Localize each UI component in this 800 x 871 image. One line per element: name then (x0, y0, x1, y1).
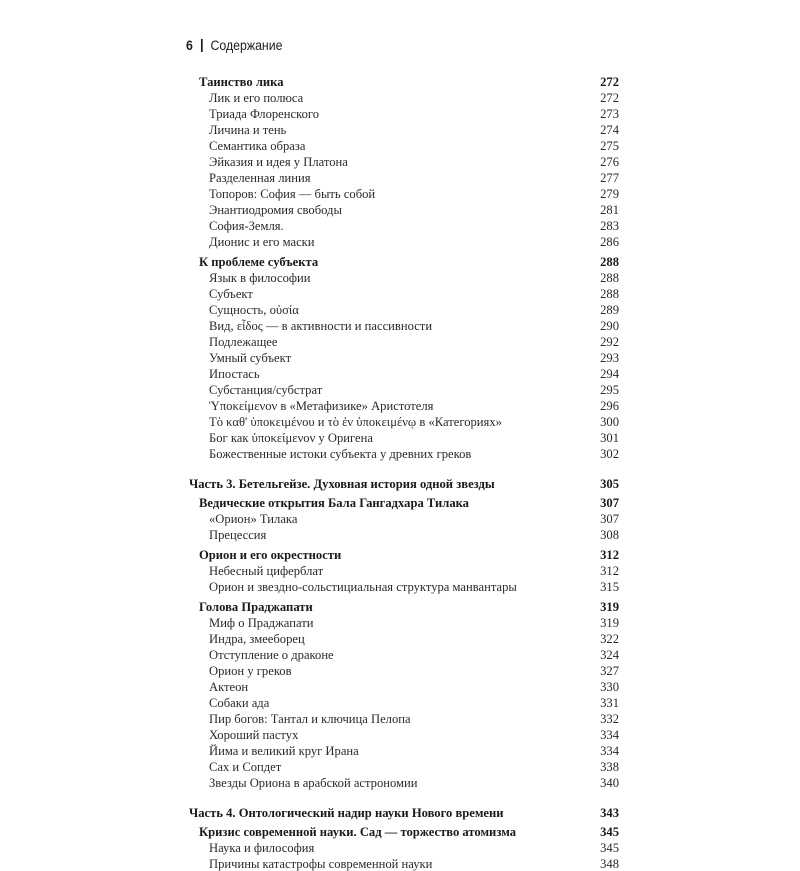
entry-page: 315 (600, 580, 619, 594)
dot-leader (317, 839, 597, 852)
entry-page: 327 (600, 664, 619, 678)
dot-leader (414, 710, 598, 723)
toc-subsection[interactable] (189, 678, 619, 694)
toc-subsection[interactable] (189, 137, 619, 153)
dot-leader (256, 285, 597, 298)
toc-subsection[interactable] (189, 285, 619, 301)
toc-section[interactable] (189, 823, 619, 839)
entry-title: Отступление о драконе (209, 648, 334, 662)
entry-page: 296 (600, 399, 619, 413)
dot-leader (308, 137, 597, 150)
dot-leader (326, 562, 597, 575)
toc-subsection[interactable] (189, 397, 619, 413)
dot-leader (269, 526, 597, 539)
entry-page: 302 (600, 447, 619, 461)
table-of-contents (189, 73, 619, 871)
entry-title: Орион и звездно-сольстициальная структура манвантары (209, 580, 517, 594)
entry-page: 290 (600, 319, 619, 333)
entry-title: Собаки ада (209, 696, 270, 710)
entry-page: 330 (600, 680, 619, 694)
dot-leader (337, 646, 597, 659)
dot-leader (344, 546, 597, 559)
toc-section[interactable] (189, 546, 619, 562)
dot-leader (378, 185, 597, 198)
dot-leader (520, 578, 597, 591)
entry-title: Ведические открытия Бала Гангадхара Тилака (199, 496, 469, 510)
dot-leader (435, 317, 597, 330)
entry-page: 345 (600, 841, 619, 855)
entry-title: Голова Праджапати (199, 600, 313, 614)
toc-subsection[interactable] (189, 121, 619, 137)
entry-title: Орион и его окрестности (199, 548, 342, 562)
entry-title: «Орион» Тилака (209, 512, 298, 526)
entry-title: Хороший пастух (209, 728, 299, 742)
toc-subsection[interactable] (189, 726, 619, 742)
entry-page: 343 (600, 806, 619, 820)
entry-title: Часть 4. Онтологический надир науки Нового времени (189, 806, 504, 820)
entry-page: 307 (600, 512, 619, 526)
toc-subsection[interactable] (189, 381, 619, 397)
toc-subsection[interactable] (189, 89, 619, 105)
entry-title: Разделенная линия (209, 171, 311, 185)
entry-page: 319 (600, 600, 619, 614)
entry-title: Сущность, οὐσία (209, 303, 299, 317)
dot-leader (272, 694, 597, 707)
dot-leader (294, 349, 597, 362)
dot-leader (301, 726, 597, 739)
page-number: 6 (186, 37, 193, 53)
entry-page: 288 (600, 271, 619, 285)
entry-title: Триада Флоренского (209, 107, 320, 121)
entry-title: Орион у греков (209, 664, 292, 678)
dot-leader (251, 678, 597, 691)
entry-page: 288 (600, 287, 619, 301)
dot-leader (300, 510, 597, 523)
entry-title: Часть 3. Бетельгейзе. Духовная история одной звезды (189, 477, 495, 491)
toc-section[interactable] (189, 494, 619, 510)
dot-leader (295, 662, 598, 675)
toc-subsection[interactable] (189, 317, 619, 333)
entry-page: 279 (600, 187, 619, 201)
entry-page: 300 (600, 415, 619, 429)
toc-subsection[interactable] (189, 710, 619, 726)
dot-leader (287, 73, 598, 86)
toc-part[interactable] (189, 475, 619, 491)
entry-title: Йима и великий круг Ирана (209, 744, 359, 758)
entry-page: 345 (600, 825, 619, 839)
toc-subsection[interactable] (189, 855, 619, 871)
entry-page: 332 (600, 712, 619, 726)
toc-subsection[interactable] (189, 169, 619, 185)
toc-subsection[interactable] (189, 578, 619, 594)
entry-page: 324 (600, 648, 619, 662)
toc-subsection[interactable] (189, 153, 619, 169)
entry-title: Язык в философии (209, 271, 311, 285)
toc-subsection[interactable] (189, 562, 619, 578)
entry-page: 312 (600, 564, 619, 578)
entry-page: 272 (600, 75, 619, 89)
entry-title: Субъект (209, 287, 253, 301)
dot-leader (322, 105, 597, 118)
entry-page: 312 (600, 548, 619, 562)
dot-leader (314, 169, 598, 182)
entry-title: Субстанция/субстрат (209, 383, 323, 397)
entry-title: Ипостась (209, 367, 260, 381)
header-divider (201, 39, 203, 52)
toc-subsection[interactable] (189, 333, 619, 349)
entry-title: Лик и его полюса (209, 91, 304, 105)
toc-subsection[interactable] (189, 269, 619, 285)
entry-page: 276 (600, 155, 619, 169)
dot-leader (321, 253, 597, 266)
toc-subsection[interactable] (189, 758, 619, 774)
entry-page: 334 (600, 744, 619, 758)
entry-title: Наука и философия (209, 841, 315, 855)
entry-title: Τὸ καθ' ὑποκειμένου и τὸ ἐν ὑποκειμένῳ в «Категориях» (209, 415, 502, 429)
toc-section[interactable] (189, 598, 619, 614)
entry-page: 273 (600, 107, 619, 121)
entry-page: 292 (600, 335, 619, 349)
toc-subsection[interactable] (189, 646, 619, 662)
entry-page: 301 (600, 431, 619, 445)
toc-subsection[interactable] (189, 774, 619, 790)
toc-subsection[interactable] (189, 365, 619, 381)
entry-page: 272 (600, 91, 619, 105)
entry-page: 274 (600, 123, 619, 137)
entry-page: 340 (600, 776, 619, 790)
entry-title: Актеон (209, 680, 249, 694)
entry-page: 319 (600, 616, 619, 630)
toc-subsection[interactable] (189, 614, 619, 630)
entry-title: Божественные истоки субъекта у древних греков (209, 447, 472, 461)
running-title: Содержание (210, 37, 283, 53)
toc-subsection[interactable] (189, 201, 619, 217)
dot-leader (507, 804, 598, 817)
entry-title: Семантика образа (209, 139, 306, 153)
entry-page: 348 (600, 857, 619, 871)
toc-subsection[interactable] (189, 105, 619, 121)
entry-title: Кризис современной науки. Сад — торжество атомизма (199, 825, 516, 839)
dot-leader (421, 774, 598, 787)
dot-leader (308, 630, 597, 643)
entry-title: Дионис и его маски (209, 235, 315, 249)
toc-subsection[interactable] (189, 839, 619, 855)
entry-title: Индра, змееборец (209, 632, 305, 646)
entry-title: Эйказия и идея у Платона (209, 155, 348, 169)
dot-leader (325, 381, 597, 394)
entry-title: Небесный циферблат (209, 564, 324, 578)
dot-leader (519, 823, 597, 836)
entry-title: Пир богов: Тантал и ключица Пелопа (209, 712, 411, 726)
dot-leader (498, 475, 597, 488)
toc-subsection[interactable] (189, 630, 619, 646)
entry-page: 322 (600, 632, 619, 646)
dot-leader (284, 758, 597, 771)
entry-page: 286 (600, 235, 619, 249)
toc-subsection[interactable] (189, 445, 619, 461)
entry-title: Подлежащее (209, 335, 278, 349)
toc-subsection[interactable] (189, 349, 619, 365)
entry-title: Сах и Сопдет (209, 760, 282, 774)
dot-leader (316, 614, 597, 627)
toc-subsection[interactable] (189, 694, 619, 710)
dot-leader (345, 201, 597, 214)
entry-title: Умный субъект (209, 351, 292, 365)
dot-leader (280, 333, 597, 346)
entry-page: 293 (600, 351, 619, 365)
dot-leader (435, 855, 597, 868)
entry-page: 334 (600, 728, 619, 742)
dot-leader (362, 742, 597, 755)
entry-title: Таинство лика (199, 75, 284, 89)
entry-page: 331 (600, 696, 619, 710)
entry-page: 294 (600, 367, 619, 381)
dot-leader (318, 233, 598, 246)
entry-page: 338 (600, 760, 619, 774)
entry-page: 305 (600, 477, 619, 491)
toc-subsection[interactable] (189, 510, 619, 526)
dot-leader (436, 397, 597, 410)
toc-section[interactable] (189, 73, 619, 89)
entry-page: 308 (600, 528, 619, 542)
entry-page: 288 (600, 255, 619, 269)
toc-subsection[interactable] (189, 429, 619, 445)
dot-leader (505, 413, 597, 426)
dot-leader (302, 301, 597, 314)
dot-leader (472, 494, 597, 507)
entry-title: Миф о Праджапати (209, 616, 314, 630)
entry-page: 277 (600, 171, 619, 185)
entry-title: София-Земля. (209, 219, 284, 233)
dot-leader (306, 89, 597, 102)
running-header (186, 37, 282, 53)
entry-page: 275 (600, 139, 619, 153)
toc-subsection[interactable] (189, 301, 619, 317)
dot-leader (314, 269, 598, 282)
toc-subsection[interactable] (189, 217, 619, 233)
dot-leader (376, 429, 597, 442)
entry-title: Личина и тень (209, 123, 287, 137)
dot-leader (351, 153, 597, 166)
entry-title: Прецессия (209, 528, 267, 542)
entry-page: 289 (600, 303, 619, 317)
entry-title: Топоров: София — быть собой (209, 187, 376, 201)
entry-title: Вид, εἶδος — в активности и пассивности (209, 319, 433, 333)
toc-section[interactable] (189, 253, 619, 269)
entry-title: Бог как ὑποκείμενον у Оригена (209, 431, 373, 445)
toc-subsection[interactable] (189, 413, 619, 429)
entry-title: Энантиодромия свободы (209, 203, 342, 217)
dot-leader (289, 121, 597, 134)
dot-leader (287, 217, 597, 230)
entry-title: Ὑποκείμενον в «Метафизике» Аристотеля (209, 399, 434, 413)
toc-subsection[interactable] (189, 185, 619, 201)
entry-title: Звезды Ориона в арабской астрономии (209, 776, 418, 790)
entry-title: Причины катастрофы современной науки (209, 857, 433, 871)
toc-subsection[interactable] (189, 233, 619, 249)
dot-leader (316, 598, 597, 611)
toc-subsection[interactable] (189, 526, 619, 542)
entry-page: 307 (600, 496, 619, 510)
dot-leader (474, 445, 597, 458)
toc-part[interactable] (189, 804, 619, 820)
toc-subsection[interactable] (189, 742, 619, 758)
entry-page: 283 (600, 219, 619, 233)
entry-page: 295 (600, 383, 619, 397)
entry-page: 281 (600, 203, 619, 217)
dot-leader (263, 365, 597, 378)
entry-title: К проблеме субъекта (199, 255, 319, 269)
toc-subsection[interactable] (189, 662, 619, 678)
